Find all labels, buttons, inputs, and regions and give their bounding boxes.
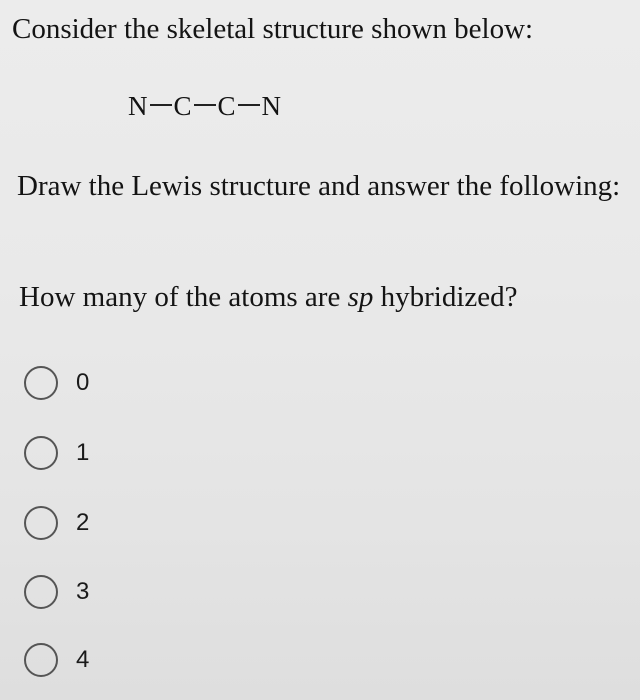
question-instruction: Draw the Lewis structure and answer the following:: [17, 170, 621, 202]
prompt-text-start: How many of the atoms are: [19, 281, 348, 313]
option-label: 1: [76, 439, 90, 466]
skeletal-structure: [127, 90, 282, 122]
atom-c-left: C: [173, 91, 192, 121]
option-label: 4: [76, 646, 90, 673]
answer-option[interactable]: [24, 575, 89, 609]
radio-button[interactable]: [24, 436, 58, 470]
atom-n-right: N: [261, 91, 282, 121]
question-prompt: [19, 279, 518, 315]
answer-option[interactable]: [24, 436, 89, 470]
atom-c-right: C: [217, 91, 236, 121]
option-label: 0: [76, 369, 90, 396]
answer-option[interactable]: [24, 366, 89, 400]
prompt-text-end: hybridized?: [373, 281, 518, 313]
radio-button[interactable]: [24, 575, 58, 609]
radio-button[interactable]: [24, 366, 58, 400]
bond-line: [150, 104, 172, 106]
radio-button[interactable]: [24, 506, 58, 540]
option-label: 2: [76, 509, 90, 536]
option-label: 3: [76, 578, 90, 605]
answer-option[interactable]: [24, 506, 89, 540]
prompt-emphasis: sp: [347, 281, 374, 313]
bond-line: [194, 104, 216, 106]
bond-line: [238, 104, 260, 106]
answer-option[interactable]: [24, 643, 89, 677]
radio-button[interactable]: [24, 643, 58, 677]
atom-n-left: N: [128, 91, 148, 121]
question-intro: Consider the skeletal structure shown below:: [12, 13, 534, 45]
